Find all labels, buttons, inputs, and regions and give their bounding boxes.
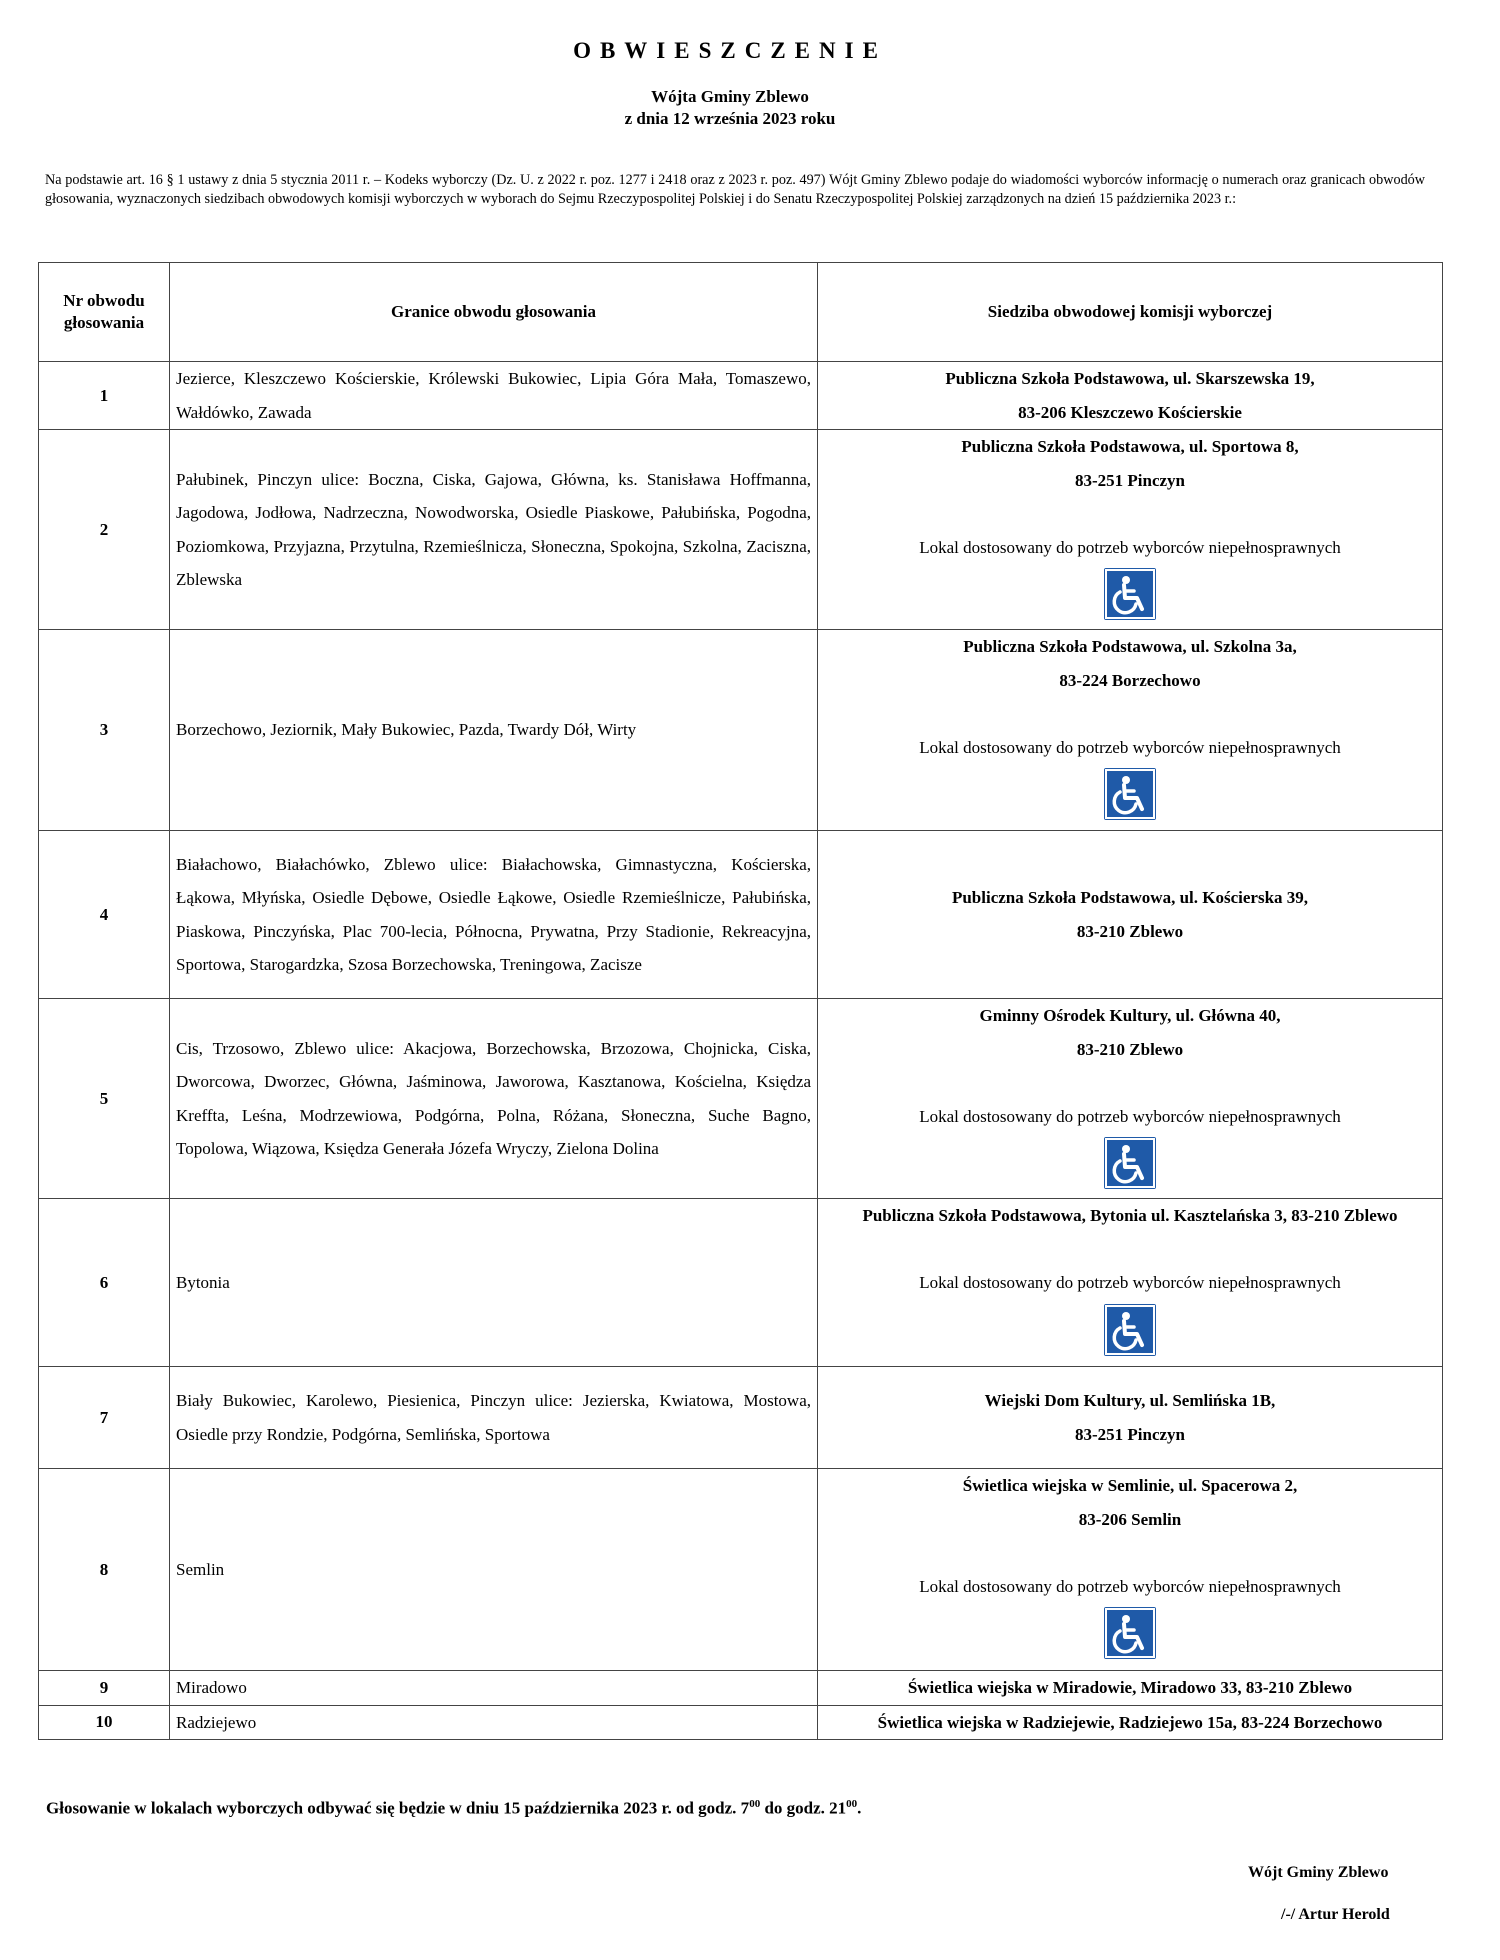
- commission-seat: [818, 630, 1443, 831]
- accessible-note: Lokal dostosowany do potrzeb wyborców niepełnosprawnych: [919, 737, 1341, 757]
- seat-address-line2: 83-224 Borzechowo: [1059, 670, 1201, 690]
- district-number: 10: [39, 1705, 170, 1740]
- header-granice: Granice obwodu głosowania: [170, 263, 818, 362]
- district-number: 5: [39, 999, 170, 1199]
- commission-seat: [818, 430, 1443, 630]
- signature-title: Wójt Gminy Zblewo: [1248, 1864, 1389, 1881]
- wheelchair-icon: [1104, 768, 1156, 820]
- commission-seat: [818, 1199, 1443, 1367]
- seat-address-line2: 83-251 Pinczyn: [1074, 1424, 1186, 1444]
- header-nr-line1: Nr obwodu: [63, 291, 145, 310]
- table-row: [39, 1671, 1443, 1706]
- wheelchair-icon: [1104, 1137, 1156, 1189]
- table-row: [39, 362, 1443, 430]
- seat-address-line1: Wiejski Dom Kultury, ul. Semlińska 1B,: [984, 1391, 1276, 1410]
- header-nr: [39, 263, 170, 362]
- seat-address-line1: Publiczna Szkoła Podstawowa, ul. Sportowa 8,: [961, 437, 1299, 456]
- table-row: [39, 630, 1443, 831]
- header-siedziba: Siedziba obwodowej komisji wyborczej: [818, 263, 1443, 362]
- header-nr-line2: głosowania: [63, 313, 145, 332]
- commission-seat: [818, 1469, 1443, 1671]
- table-row: [39, 430, 1443, 630]
- district-boundaries: Radziejewo: [170, 1705, 818, 1740]
- wheelchair-icon: [1104, 568, 1156, 620]
- footer-sup2: 00: [846, 1798, 858, 1810]
- seat-address-line2: 83-206 Semlin: [1078, 1509, 1182, 1529]
- seat-address-line1: Świetlica wiejska w Semlinie, ul. Spacerowa 2,: [962, 1476, 1298, 1495]
- seat-address-line1: Publiczna Szkoła Podstawowa, ul. Szkolna 3a,: [963, 637, 1297, 656]
- subtitle-date: z dnia 12 września 2023 roku: [624, 109, 836, 128]
- table-row: [39, 1469, 1443, 1671]
- district-number: 4: [39, 831, 170, 999]
- district-number: 6: [39, 1199, 170, 1367]
- accessible-note: Lokal dostosowany do potrzeb wyborców niepełnosprawnych: [919, 1106, 1341, 1126]
- accessible-note: Lokal dostosowany do potrzeb wyborców niepełnosprawnych: [919, 1576, 1341, 1596]
- seat-address-line2: 83-210 Zblewo: [1076, 1039, 1184, 1059]
- district-boundaries: Pałubinek, Pinczyn ulice: Boczna, Ciska, Gajowa, Główna, ks. Stanisława Hoffmanna, Jagodowa, Jodłowa, Nadrzeczna, Nowodworska, Osiedle Piaskowe, Pałubińska, Pogodna, Poziomkowa, Przyjazna, Przytulna, Rzemieślnicza, Słoneczna, Spokojna, Szkolna, Zaciszna, Zblewska: [170, 430, 818, 630]
- seat-address-line1: Publiczna Szkoła Podstawowa, ul. Kościerska 39,: [951, 888, 1309, 907]
- commission-seat: [818, 1705, 1443, 1740]
- district-boundaries: Miradowo: [170, 1671, 818, 1706]
- district-boundaries: Semlin: [170, 1469, 818, 1671]
- accessible-note: Lokal dostosowany do potrzeb wyborców niepełnosprawnych: [919, 1273, 1341, 1292]
- seat-address-line1: Publiczna Szkoła Podstawowa, Bytonia ul. Kasztelańska 3, 83-210 Zblewo: [862, 1206, 1398, 1225]
- signature-name: /-/ Artur Herold: [1281, 1906, 1390, 1923]
- table-row: [39, 1705, 1443, 1740]
- document-title: OBWIESZCZENIE: [573, 38, 887, 63]
- footer-text-middle: do godz. 21: [760, 1798, 847, 1818]
- district-number: 9: [39, 1671, 170, 1706]
- commission-seat: [818, 362, 1443, 430]
- commission-seat: [818, 999, 1443, 1199]
- district-boundaries: Białachowo, Białachówko, Zblewo ulice: Białachowska, Gimnastyczna, Kościerska, Łąkowa, Młyńska, Osiedle Dębowe, Osiedle Łąkowe, Osiedle Rzemieślnicze, Pałubińska, Piaskowa, Pinczyńska, Plac 700-lecia, Północna, Prywatna, Przy Stadionie, Rekreacyjna, Sportowa, Starogardzka, Szosa Borzechowska, Treningowa, Zacisze: [170, 831, 818, 999]
- footer-text-after: .: [857, 1798, 862, 1818]
- seat-address-line1: Publiczna Szkoła Podstawowa, ul. Skarszewska 19,: [945, 369, 1315, 388]
- seat-address-line2: 83-251 Pinczyn: [1074, 470, 1186, 490]
- table-row: [39, 999, 1443, 1199]
- table-row: [39, 1199, 1443, 1367]
- district-boundaries: Cis, Trzosowo, Zblewo ulice: Akacjowa, Borzechowska, Brzozowa, Chojnicka, Ciska, Dworcowa, Dworzec, Główna, Jaśminowa, Jaworowa, Kasztanowa, Kościelna, Księdza Kreffta, Leśna, Modrzewiowa, Podgórna, Polna, Różana, Słoneczna, Suche Bagno, Topolowa, Wiązowa, Księdza Generała Józefa Wryczy, Zielona Dolina: [170, 999, 818, 1199]
- intro-paragraph: Na podstawie art. 16 § 1 ustawy z dnia 5 stycznia 2011 r. – Kodeks wyborczy (Dz. U. z 2022 r. poz. 1277 i 2418 oraz z 2023 r. poz. 497) Wójt Gminy Zblewo podaje do wiadomości wyborców informację o numerach oraz granicach obwodów głosowania, wyznaczonych siedzibach obwodowych komisji wyborczych w wyborach do Sejmu Rzeczypospolitej Polskiej i do Senatu Rzeczypospolitej Polskiej zarządzonych na dzień 15 października 2023 r.:: [45, 172, 1425, 207]
- seat-address-line2: 83-210 Zblewo: [1076, 921, 1184, 941]
- district-boundaries: Biały Bukowiec, Karolewo, Piesienica, Pinczyn ulice: Jezierska, Kwiatowa, Mostowa, Osiedle przy Rondzie, Podgórna, Semlińska, Sportowa: [170, 1367, 818, 1469]
- district-boundaries: Bytonia: [170, 1199, 818, 1367]
- commission-seat: [818, 1671, 1443, 1706]
- footer-text-before: Głosowanie w lokalach wyborczych odbywać się będzie w dniu 15 października 2023 r. od godz. 7: [46, 1798, 750, 1818]
- district-number: 1: [39, 362, 170, 430]
- table-row: [39, 831, 1443, 999]
- seat-address-line1: Gminny Ośrodek Kultury, ul. Główna 40,: [979, 1006, 1281, 1025]
- district-number: 8: [39, 1469, 170, 1671]
- table-body: [39, 362, 1443, 1740]
- district-number: 7: [39, 1367, 170, 1469]
- commission-seat: [818, 1367, 1443, 1469]
- district-number: 3: [39, 630, 170, 831]
- commission-seat: [818, 831, 1443, 999]
- voting-districts-table: [38, 262, 1443, 1740]
- document-subtitle: [0, 86, 1460, 130]
- footer-sup1: 00: [749, 1798, 761, 1810]
- table-header-row: [39, 263, 1443, 362]
- accessible-note: Lokal dostosowany do potrzeb wyborców niepełnosprawnych: [919, 537, 1341, 557]
- subtitle-issuer: Wójta Gminy Zblewo: [651, 87, 809, 106]
- table-row: [39, 1367, 1443, 1469]
- district-boundaries: Jezierce, Kleszczewo Kościerskie, Królewski Bukowiec, Lipia Góra Mała, Tomaszewo, Wałdówko, Zawada: [170, 362, 818, 430]
- seat-address-line2: 83-206 Kleszczewo Kościerskie: [1018, 402, 1242, 422]
- wheelchair-icon: [1104, 1607, 1156, 1659]
- wheelchair-icon: [1104, 1304, 1156, 1356]
- seat-address-line1: Świetlica wiejska w Miradowie, Miradowo 33, 83-210 Zblewo: [907, 1678, 1353, 1697]
- voting-hours-note: [46, 1798, 861, 1819]
- district-number: 2: [39, 430, 170, 630]
- district-boundaries: Borzechowo, Jeziornik, Mały Bukowiec, Pazda, Twardy Dół, Wirty: [170, 630, 818, 831]
- seat-address-line1: Świetlica wiejska w Radziejewie, Radziejewo 15a, 83-224 Borzechowo: [877, 1712, 1383, 1732]
